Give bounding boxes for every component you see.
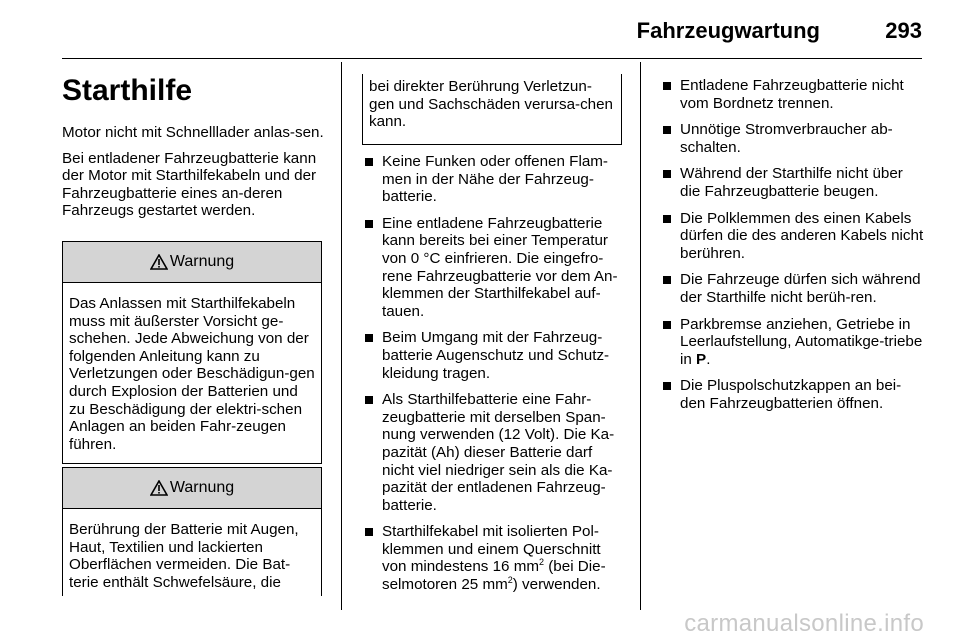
page-number: 293: [885, 18, 922, 43]
warning-triangle-icon: [150, 480, 168, 496]
list-item: Die Polklemmen des einen Kabels dürfen die des anderen Kabels nicht berühren.: [660, 210, 924, 263]
intro-paragraph-1: Motor nicht mit Schnelllader anlas-sen.: [62, 124, 324, 141]
middle-list-container: [362, 153, 624, 603]
list-item: Die Fahrzeuge dürfen sich während der Starthilfe nicht berüh-ren.: [660, 271, 924, 306]
list-item: Als Starthilfebatterie eine Fahr-zeugbatterie mit derselben Span-nung verwenden (12 Volt). Die Ka-pazität (Ah) dieser Batterie darf nicht viel niedriger sein als die Ka-pazität der entladenen Fahrzeug-batterie.: [362, 391, 624, 514]
list-item: Beim Umgang mit der Fahrzeug-batterie Augenschutz und Schutz-kleidung tragen.: [362, 329, 624, 382]
warning-text: Berührung der Batterie mit Augen, Haut, Textilien und lackierten Oberflächen vermeiden. Die Bat-terie enthält Schwefelsäure, die: [69, 521, 299, 591]
list-item: Die Pluspolschutzkappen an bei-den Fahrzeugbatterien öffnen.: [660, 377, 924, 412]
warning-header: [63, 468, 321, 509]
warning-box-2: [62, 467, 322, 596]
list-item: Während der Starthilfe nicht über die Fahrzeugbatterie beugen.: [660, 165, 924, 200]
watermark: carmanualsonline.info: [684, 610, 924, 637]
list-item-park: Parkbremse anziehen, Getriebe in Leerlaufstellung, Automatikge-triebe in P.: [660, 316, 924, 369]
header-title: Fahrzeugwartung: [636, 18, 820, 43]
list-item: Eine entladene Fahrzeugbatterie kann bereits bei einer Temperatur von 0 °C einfrieren. Die eingefro-rene Fahrzeugbatterie vor dem An-klemmen der Starthilfekabel auf-tauen.: [362, 215, 624, 321]
header-rule: [62, 58, 922, 59]
middle-bullet-list: [362, 153, 624, 594]
list-item-cable: Starthilfekabel mit isolierten Pol-klemmen und einem Querschnitt von mindestens 16 $mm^2$ (bei Die-selmotoren 25 $mm^2$) verwenden.: [362, 523, 624, 593]
right-list-container: [660, 77, 924, 422]
section-title: Starthilfe: [62, 74, 193, 107]
warning-label: Warnung: [169, 479, 235, 496]
warning-text: Das Anlassen mit Starthilfekabeln muss mit äußerster Vorsicht ge-schehen. Jede Abweichung von der folgenden Anleitung kann zu Verletzungen oder Beschädigun-gen durch Explosion der Batterien und zu Beschädigung der elektri-schen Anlagen an beiden Fahr-zeugen führen.: [69, 295, 315, 453]
warning-box-1: [62, 241, 322, 464]
warning-header: [63, 242, 321, 283]
intro-paragraph-2: Bei entladener Fahrzeugbatterie kann der Motor mit Starthilfekabeln und der Fahrzeugbatterie eines an-deren Fahrzeugs gestartet werden.: [62, 149, 317, 220]
warning-text-continued: bei direkter Berührung Verletzun-gen und Sachschäden verursa-chen kann.: [369, 78, 614, 131]
list-item: Unnötige Stromverbraucher ab-schalten.: [660, 121, 924, 156]
list-item: Keine Funken oder offenen Flam-men in der Nähe der Fahrzeug-batterie.: [362, 153, 624, 206]
column-divider-1: [341, 62, 342, 610]
list-item: Entladene Fahrzeugbatterie nicht vom Bordnetz trennen.: [660, 77, 924, 112]
column-divider-2: [640, 62, 641, 610]
warning-label: Warnung: [169, 253, 235, 270]
warning-box-continued: [362, 74, 622, 145]
right-bullet-list: [660, 77, 924, 413]
intro-text: [62, 124, 324, 228]
warning-triangle-icon: [150, 254, 168, 270]
